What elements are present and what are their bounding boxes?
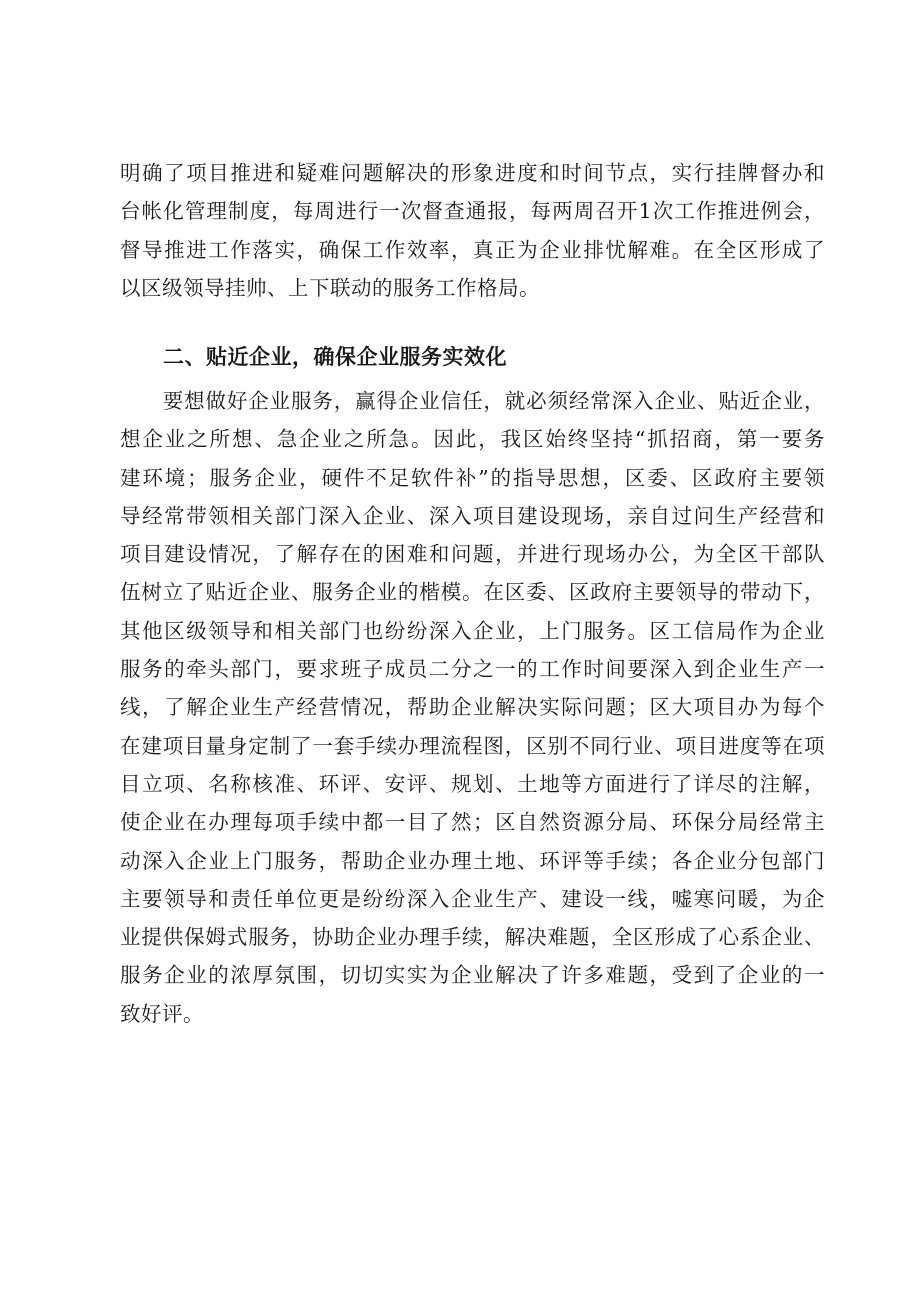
intro-paragraph bbox=[120, 154, 825, 307]
paragraph-line: 项目建设情况，了解存在的困难和问题，并进行现场办公，为全区干部队 bbox=[120, 542, 825, 567]
paragraph-line: 目立项、名称核准、环评、安评、规划、土地等方面进行了详尽的注解， bbox=[120, 771, 825, 796]
paragraph-line: 业提供保姆式服务，协助企业办理手续，解决难题，全区形成了心系企业、 bbox=[120, 925, 825, 950]
paragraph-line: 台帐化管理制度，每周进行一次督查通报，每两周召开1次工作推进例会， bbox=[120, 199, 825, 224]
paragraph-line: 以区级领导挂帅、上下联动的服务工作格局。 bbox=[120, 275, 540, 300]
paragraph-line: 使企业在办理每项手续中都一目了然；区自然资源分局、环保分局经常主 bbox=[120, 810, 825, 835]
paragraph-line: 动深入企业上门服务，帮助企业办理土地、环评等手续；各企业分包部门 bbox=[120, 848, 825, 873]
paragraph-line: 督导推进工作落实，确保工作效率，真正为企业排忧解难。在全区形成了 bbox=[120, 237, 825, 262]
paragraph-line: 主要领导和责任单位更是纷纷深入企业生产、建设一线，嘘寒问暖，为企 bbox=[120, 886, 825, 911]
paragraph-line: 其他区级领导和相关部门也纷纷深入企业，上门服务。区工信局作为企业 bbox=[120, 618, 825, 643]
paragraph-line: 导经常带领相关部门深入企业、深入项目建设现场，亲自过问生产经营和 bbox=[120, 503, 825, 528]
paragraph-line: 在建项目量身定制了一套手续办理流程图，区别不同行业、项目进度等在项 bbox=[120, 733, 825, 758]
paragraph-line: 服务的牵头部门，要求班子成员二分之一的工作时间要深入到企业生产一 bbox=[120, 657, 825, 682]
paragraph-line: 伍树立了贴近企业、服务企业的楷模。在区委、区政府主要领导的带动下， bbox=[120, 580, 825, 605]
paragraph-line: 明确了项目推进和疑难问题解决的形象进度和时间节点，实行挂牌督办和 bbox=[120, 161, 825, 185]
paragraph-line: 服务企业的浓厚氛围，切切实实为企业解决了许多难题，受到了企业的一 bbox=[120, 963, 825, 988]
paragraph-line: 致好评。 bbox=[120, 1001, 204, 1026]
paragraph-line: 线，了解企业生产经营情况，帮助企业解决实际问题；区大项目办为每个 bbox=[120, 695, 825, 720]
section-heading: 二、贴近企业，确保企业服务实效化 bbox=[163, 345, 507, 369]
paragraph-line: 要想做好企业服务，赢得企业信任，就必须经常深入企业、贴近企业， bbox=[120, 389, 825, 413]
paragraph-line: 建环境；服务企业，硬件不足软件补”的指导思想，区委、区政府主要领 bbox=[120, 465, 825, 490]
body-paragraph bbox=[120, 382, 825, 1033]
paragraph-line: 想企业之所想、急企业之所急。因此，我区始终坚持“抓招商，第一要务 bbox=[120, 427, 825, 452]
